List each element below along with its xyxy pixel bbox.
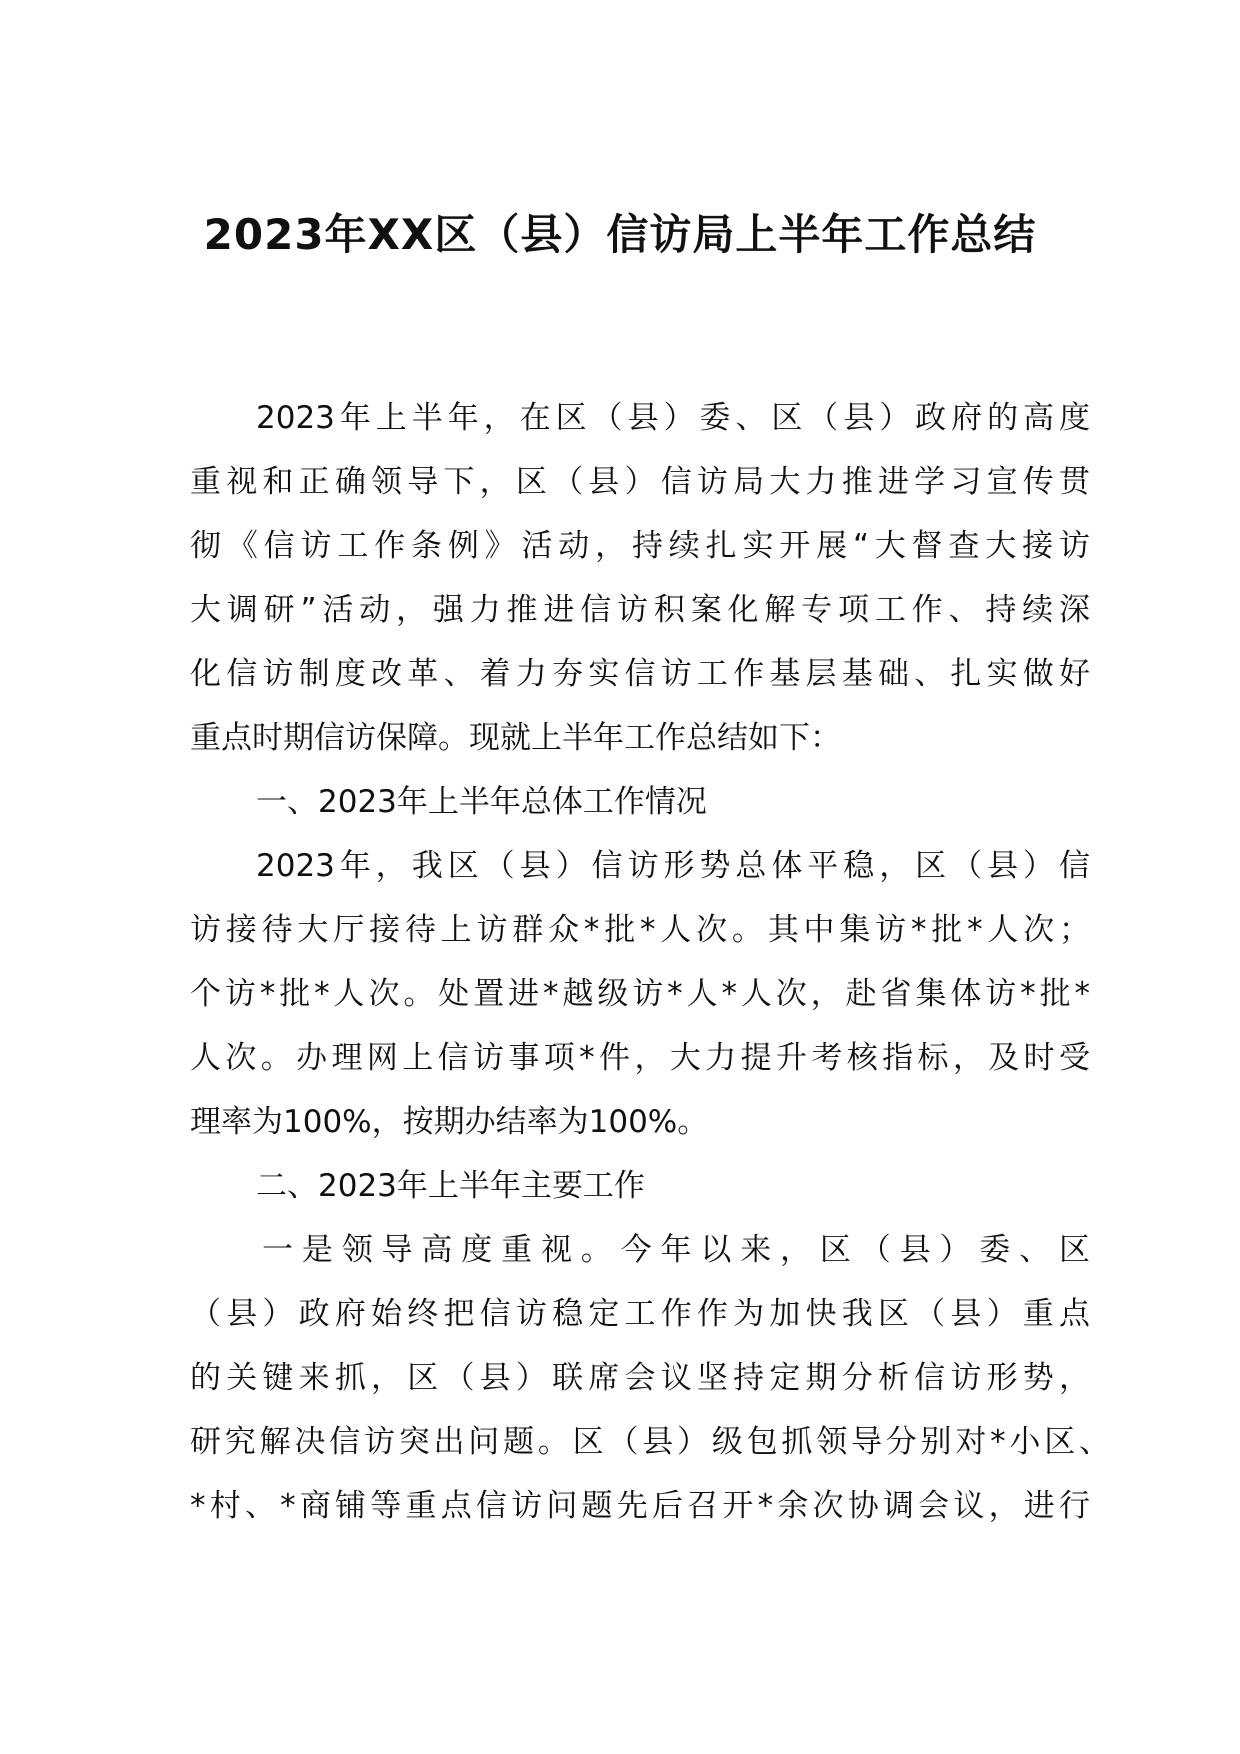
section-heading-1: 一、2023年上半年总体工作情况 [256,784,707,820]
paragraph-1-line-4: 大调研”活动，强力推进信访积案化解专项工作、持续深 [190,592,1090,628]
paragraph-3-line-5: *村、*商铺等重点信访问题先后召开*余次协调会议，进行 [190,1488,1090,1524]
section-heading-2: 二、2023年上半年主要工作 [256,1168,645,1204]
paragraph-2-line-5: 理率为100%，按期办结率为100%。 [190,1104,709,1140]
paragraph-2-line-3: 个访*批*人次。处置进*越级访*人*人次，赴省集体访*批* [190,976,1090,1012]
paragraph-3-line-1: 一是领导高度重视。今年以来，区（县）委、区 [262,1232,1090,1268]
document-title: 2023年XX区（县）信访局上半年工作总结 [203,210,1037,259]
paragraph-3-line-3: 的关键来抓，区（县）联席会议坚持定期分析信访形势， [190,1360,1090,1396]
paragraph-3-line-4: 研究解决信访突出问题。区（县）级包抓领导分别对*小区、 [190,1424,1110,1460]
paragraph-2-line-2: 访接待大厅接待上访群众*批*人次。其中集访*批*人次； [190,912,1090,948]
paragraph-1-line-6: 重点时期信访保障。现就上半年工作总结如下： [190,720,841,756]
paragraph-3-line-2: （县）政府始终把信访稳定工作作为加快我区（县）重点 [190,1296,1090,1332]
paragraph-1-line-5: 化信访制度改革、着力夯实信访工作基层基础、扎实做好 [190,656,1090,692]
paragraph-1-line-2: 重视和正确领导下，区（县）信访局大力推进学习宣传贯 [190,464,1090,500]
paragraph-1-line-1: 2023年上半年，在区（县）委、区（县）政府的高度 [256,400,1090,436]
paragraph-1-line-3: 彻《信访工作条例》活动，持续扎实开展“大督查大接访 [190,528,1090,564]
paragraph-2-line-4: 人次。办理网上信访事项*件，大力提升考核指标，及时受 [190,1040,1090,1076]
paragraph-2-line-1: 2023年，我区（县）信访形势总体平稳，区（县）信 [256,848,1090,884]
